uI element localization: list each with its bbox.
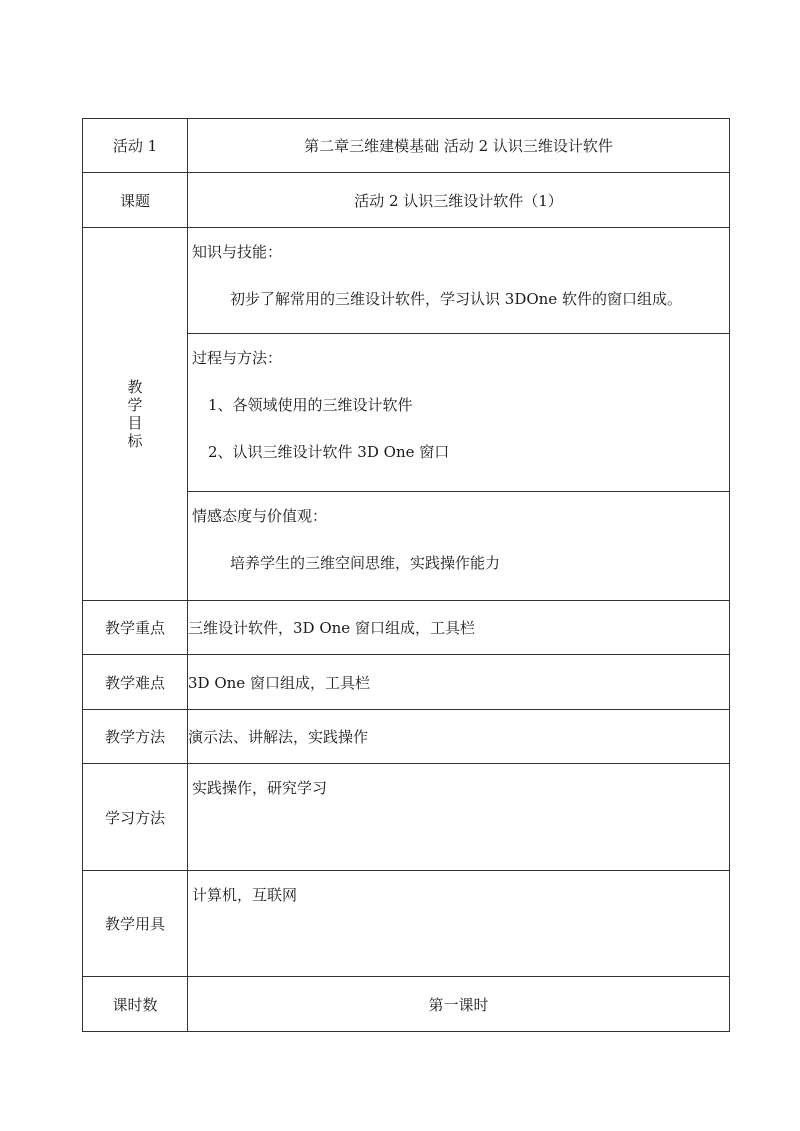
attitude-cell (188, 492, 730, 601)
teaching-methods-value: 演示法、讲解法，实践操作 (188, 710, 730, 764)
topic-label: 课题 (83, 173, 188, 228)
knowledge-heading: 知识与技能： (192, 243, 283, 261)
attitude-text: 培养学生的三维空间思维，实践操作能力 (230, 554, 501, 572)
process-item: 1、各领域使用的三维设计软件 (208, 396, 413, 414)
periods-label: 课时数 (83, 977, 188, 1032)
learning-methods-label: 学习方法 (83, 764, 188, 871)
lesson-plan-table (82, 118, 730, 1032)
topic-value: 活动 2 认识三维设计软件（1） (188, 173, 730, 228)
knowledge-text: 初步了解常用的三维设计软件，学习认识 3DOne 软件的窗口组成。 (230, 290, 682, 308)
process-heading: 过程与方法： (192, 349, 283, 367)
tools-value: 计算机，互联网 (192, 886, 298, 904)
process-item: 2、认识三维设计软件 3D One 窗口 (208, 443, 450, 461)
row-tools (83, 871, 730, 977)
process-cell (188, 334, 730, 492)
objectives-label-cell (83, 228, 188, 601)
periods-value: 第一课时 (188, 977, 730, 1032)
row-activity (83, 119, 730, 173)
difficulties-label: 教学难点 (83, 655, 188, 710)
row-learning-methods (83, 764, 730, 871)
key-points-value: 三维设计软件，3D One 窗口组成，工具栏 (188, 601, 730, 655)
learning-methods-value: 实践操作，研究学习 (192, 779, 328, 797)
attitude-heading: 情感态度与价值观： (192, 507, 328, 525)
activity-value: 第二章三维建模基础 活动 2 认识三维设计软件 (188, 119, 730, 173)
row-topic (83, 173, 730, 228)
row-objectives-knowledge (83, 228, 730, 334)
key-points-label: 教学重点 (83, 601, 188, 655)
teaching-methods-label: 教学方法 (83, 710, 188, 764)
tools-label: 教学用具 (83, 871, 188, 977)
row-key-points (83, 601, 730, 655)
difficulties-value: 3D One 窗口组成，工具栏 (188, 655, 730, 710)
activity-label: 活动 1 (83, 119, 188, 173)
objectives-label: 教学目标 (127, 378, 143, 450)
row-periods (83, 977, 730, 1032)
tools-cell (188, 871, 730, 977)
knowledge-cell (188, 228, 730, 334)
learning-methods-cell (188, 764, 730, 871)
row-teaching-methods (83, 710, 730, 764)
row-difficulties (83, 655, 730, 710)
